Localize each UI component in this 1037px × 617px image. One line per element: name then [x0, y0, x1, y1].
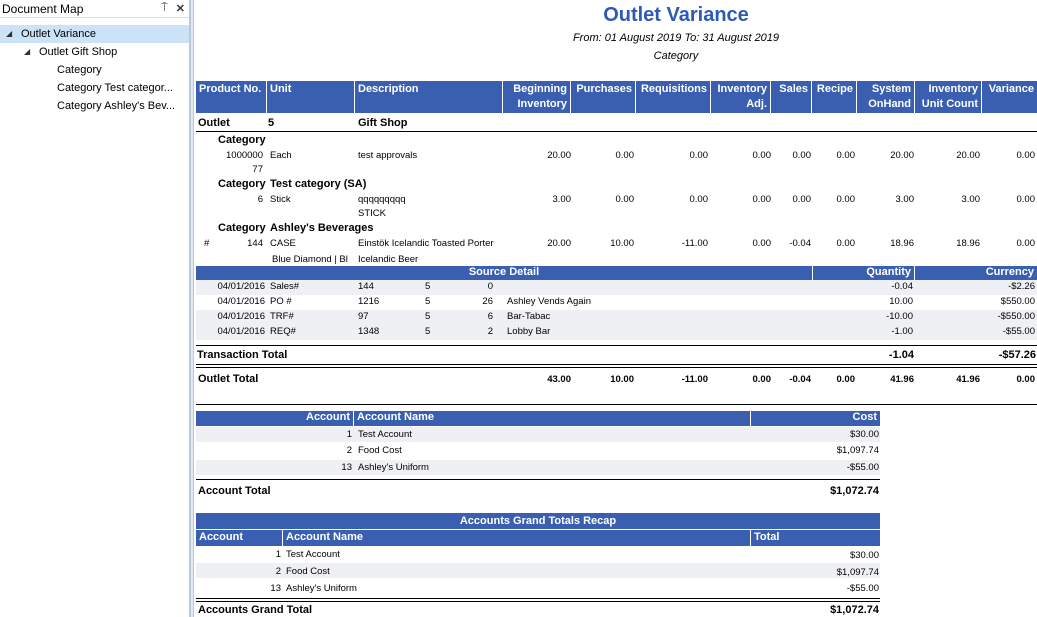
description: Einstök Icelandic Toasted Porter — [358, 238, 494, 249]
requisitions: 0.00 — [689, 150, 708, 161]
col-inventory-unit-count: Inventory Unit Count — [915, 81, 982, 113]
product-no: 1000000 — [226, 150, 263, 161]
detail-type: PO # — [270, 296, 292, 307]
begin-inventory: 3.00 — [552, 194, 571, 205]
product-no: 6 — [257, 194, 263, 205]
purchases: 0.00 — [615, 194, 634, 205]
col-unit: Unit — [267, 81, 355, 113]
docmap-item-outlet-gift-shop[interactable]: ◢ Outlet Gift Shop — [0, 43, 189, 61]
outlet-total-count: 41.96 — [956, 374, 980, 385]
system-onhand: 20.00 — [890, 150, 914, 161]
col-description: Description — [355, 81, 503, 113]
unit: CASE — [270, 238, 296, 249]
quantity-header: Quantity — [813, 266, 915, 280]
recap-account-total: $30.00 — [849, 550, 879, 561]
variance: 0.00 — [1016, 194, 1035, 205]
docmap-item-category-test[interactable]: Category Test categor... — [57, 82, 173, 94]
recap-account-num: 13 — [270, 583, 281, 594]
recap-total-col-header: Total — [754, 531, 780, 543]
system-onhand: 18.96 — [890, 238, 914, 249]
outlet-label: Outlet — [198, 117, 230, 129]
account-num: 2 — [346, 445, 352, 456]
detail-to-name: Bar-Tabac — [507, 311, 551, 322]
detail-currency: -$2.26 — [1008, 281, 1035, 292]
outlet-total-recipe: 0.00 — [836, 374, 855, 385]
recap-account-total: $1,097.74 — [836, 567, 879, 578]
double-divider — [196, 598, 880, 602]
detail-type: TRF# — [270, 311, 294, 322]
col-purchases: Purchases — [571, 81, 636, 113]
detail-qty: -0.04 — [891, 281, 913, 292]
account-num: 13 — [341, 462, 352, 473]
col-recipe: Recipe — [812, 81, 857, 113]
double-divider — [196, 364, 1037, 368]
sales: 0.00 — [792, 194, 811, 205]
description-cont: Icelandic Beer — [358, 254, 419, 265]
purchases: 0.00 — [615, 150, 634, 161]
recap-account-name: Ashley's Uniform — [286, 583, 357, 594]
outlet-number: 5 — [268, 117, 275, 129]
document-map-header — [0, 0, 189, 18]
detail-qty: -10.00 — [886, 311, 913, 322]
detail-outlet: 5 — [425, 311, 431, 322]
source-detail-header — [196, 266, 1037, 280]
transaction-total-qty: -1.04 — [888, 349, 914, 361]
begin-inventory: 20.00 — [547, 150, 571, 161]
detail-ref: 1216 — [358, 296, 380, 307]
report-page — [196, 0, 1037, 617]
detail-ref: 1348 — [358, 326, 380, 337]
outlet-total-adj: 0.00 — [752, 374, 771, 385]
recipe: 0.00 — [836, 194, 855, 205]
category-name: Test category (SA) — [270, 178, 367, 190]
system-onhand: 3.00 — [895, 194, 914, 205]
report-daterange: From: 01 August 2019 To: 31 August 2019 — [572, 32, 780, 44]
recap-account-total: -$55.00 — [846, 583, 879, 594]
detail-qty: -1.00 — [891, 326, 913, 337]
detail-currency: -$550.00 — [997, 311, 1035, 322]
description: qqqqqqqqq — [358, 194, 406, 205]
divider — [196, 479, 880, 480]
account-cost: $30.00 — [849, 429, 879, 440]
outlet-total-variance: 0.00 — [1016, 374, 1035, 385]
description: test approvals — [358, 150, 418, 161]
docmap-item-category[interactable]: Category — [57, 64, 102, 76]
detail-to: 6 — [487, 311, 493, 322]
col-beginning-inventory: Beginning Inventory — [503, 81, 571, 113]
detail-outlet: 5 — [425, 296, 431, 307]
divider — [196, 404, 1037, 405]
detail-date: 04/01/2016 — [217, 281, 265, 292]
variance: 0.00 — [1016, 238, 1035, 249]
description-cont: STICK — [358, 208, 386, 219]
account-name: Ashley's Uniform — [358, 462, 429, 473]
outlet-total-purchases: 10.00 — [610, 374, 634, 385]
col-product-no: Product No. — [196, 81, 267, 113]
close-icon[interactable]: ✕ — [175, 3, 185, 15]
document-map-panel — [0, 0, 190, 617]
detail-currency: $550.00 — [1000, 296, 1035, 307]
inventory-adj: 0.00 — [752, 150, 771, 161]
detail-to: 0 — [487, 281, 493, 292]
category-label: Category — [218, 178, 266, 190]
detail-qty: 10.00 — [889, 296, 913, 307]
recap-account-num: 2 — [275, 566, 281, 577]
recap-account-col-header: Account — [196, 530, 283, 546]
expanded-triangle-icon[interactable]: ◢ — [6, 29, 13, 38]
sales: -0.04 — [789, 238, 811, 249]
sales: 0.00 — [792, 150, 811, 161]
account-num: 1 — [346, 429, 352, 440]
inventory-adj: 0.00 — [752, 238, 771, 249]
inventory-adj: 0.00 — [752, 194, 771, 205]
col-sales: Sales — [771, 81, 812, 113]
currency-header: Currency — [985, 266, 1034, 278]
detail-type: REQ# — [270, 326, 296, 337]
unit-count: 20.00 — [956, 150, 980, 161]
report-grouping: Category — [653, 50, 699, 62]
recap-name-col-header: Account Name — [283, 530, 751, 546]
outlet-total-requisitions: -11.00 — [681, 374, 708, 385]
col-system-onhand: System OnHand — [857, 81, 915, 113]
accounts-grand-total-value: $1,072.74 — [830, 604, 879, 616]
splitter-handle[interactable] — [190, 0, 194, 617]
col-requisitions: Requisitions — [636, 81, 711, 113]
col-variance: Variance — [988, 83, 1034, 95]
recap-account-name: Test Account — [286, 549, 340, 560]
category-name: Ashley's Beverages — [270, 222, 374, 234]
account-total-label: Account Total — [198, 485, 271, 497]
row-marker: # — [204, 238, 210, 249]
docmap-item-outlet-variance[interactable]: ◢ Outlet Variance — [0, 25, 189, 43]
requisitions: 0.00 — [689, 194, 708, 205]
unit-count: 3.00 — [961, 194, 980, 205]
source-detail-title: Source Detail — [196, 266, 813, 280]
outlet-total-onhand: 41.96 — [890, 374, 914, 385]
recap-header — [196, 530, 880, 546]
product-no: 144 — [247, 238, 263, 249]
transaction-total-label: Transaction Total — [197, 349, 288, 361]
detail-currency: -$55.00 — [1002, 326, 1035, 337]
detail-ref: 97 — [358, 311, 369, 322]
begin-inventory: 20.00 — [547, 238, 571, 249]
account-name-col-header: Account Name — [354, 411, 751, 426]
detail-outlet: 5 — [425, 326, 431, 337]
unit-count: 18.96 — [956, 238, 980, 249]
unit: Stick — [270, 194, 291, 205]
purchases: 10.00 — [610, 238, 634, 249]
report-title: Outlet Variance — [603, 4, 749, 26]
document-map-title: Document Map — [2, 1, 84, 16]
recap-title: Accounts Grand Totals Recap — [196, 513, 880, 529]
detail-to-name: Lobby Bar — [507, 326, 551, 337]
expanded-triangle-icon[interactable]: ◢ — [24, 47, 31, 56]
detail-date: 04/01/2016 — [217, 311, 265, 322]
account-name: Food Cost — [358, 445, 402, 456]
variance: 0.00 — [1016, 150, 1035, 161]
pin-icon[interactable]: ⍑ — [161, 2, 168, 14]
divider — [196, 131, 1037, 132]
main-column-header — [196, 81, 1037, 113]
recap-account-name: Food Cost — [286, 566, 330, 577]
detail-date: 04/01/2016 — [217, 296, 265, 307]
account-total-value: $1,072.74 — [830, 485, 879, 497]
account-cost: $1,097.74 — [836, 445, 879, 456]
category-label: Category — [218, 134, 266, 146]
recap-account-num: 1 — [275, 549, 281, 560]
category-label: Category — [218, 222, 266, 234]
detail-to: 26 — [482, 296, 493, 307]
detail-to: 2 — [487, 326, 493, 337]
unit: Each — [270, 150, 292, 161]
docmap-item-category-ashleys[interactable]: Category Ashley's Bev... — [57, 100, 176, 112]
outlet-total-begin: 43.00 — [547, 374, 571, 385]
divider — [196, 345, 1037, 346]
accounts-grand-total-label: Accounts Grand Total — [198, 604, 313, 616]
detail-to-name: Ashley Vends Again — [507, 296, 591, 307]
outlet-total-sales: -0.04 — [789, 374, 811, 385]
recipe: 0.00 — [836, 150, 855, 161]
account-cost: -$55.00 — [846, 462, 879, 473]
requisitions: -11.00 — [681, 238, 708, 249]
unit-cont: Blue Diamond | Bl — [272, 254, 348, 265]
cost-col-header: Cost — [852, 411, 877, 423]
product-no-cont: 77 — [252, 164, 263, 175]
detail-ref: 144 — [358, 281, 374, 292]
detail-date: 04/01/2016 — [217, 326, 265, 337]
account-col-header: Account — [196, 411, 354, 426]
transaction-total-currency: -$57.26 — [998, 349, 1036, 361]
accounts-header — [196, 411, 880, 426]
col-inventory-adj: Inventory Adj. — [711, 81, 771, 113]
detail-type: Sales# — [270, 281, 300, 292]
recipe: 0.00 — [836, 238, 855, 249]
outlet-name: Gift Shop — [358, 117, 408, 129]
detail-outlet: 5 — [425, 281, 431, 292]
outlet-total-label: Outlet Total — [198, 373, 259, 385]
account-name: Test Account — [358, 429, 412, 440]
